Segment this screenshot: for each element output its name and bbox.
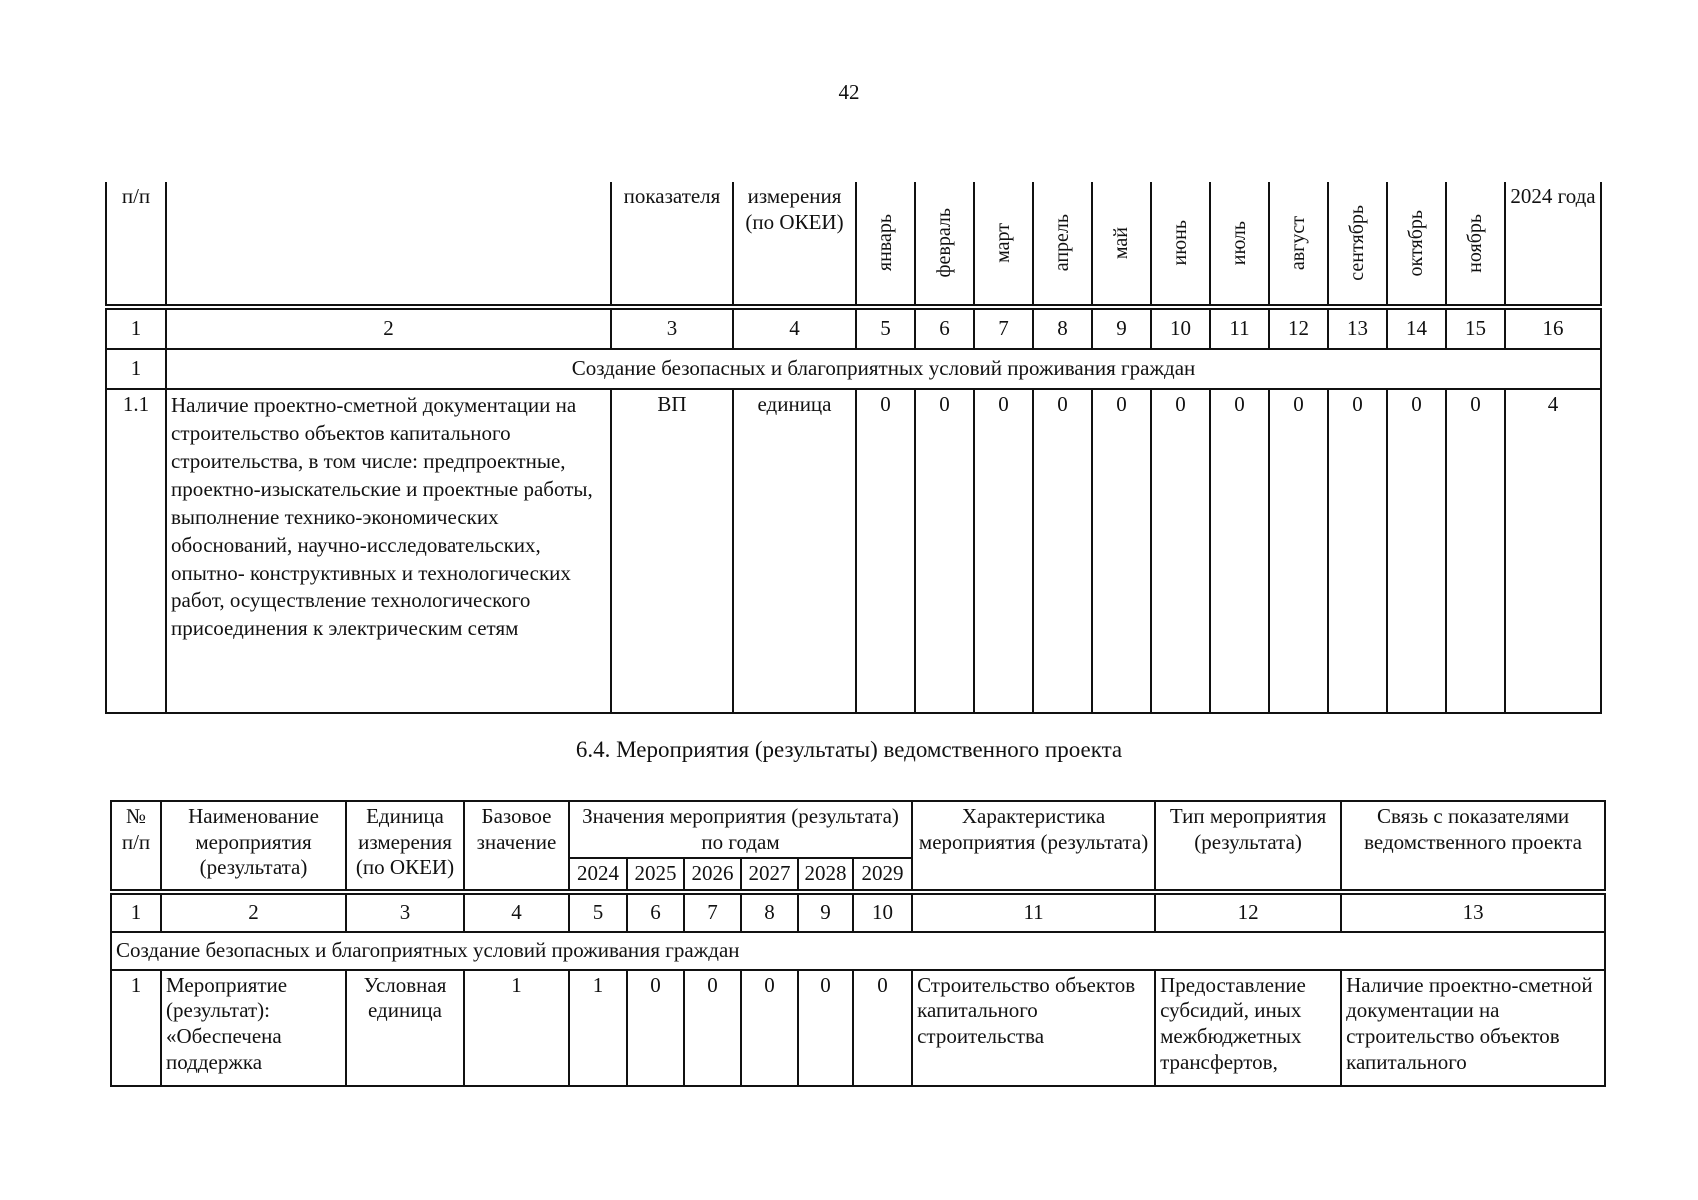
month-value: 0: [1210, 389, 1269, 713]
table-header-row: [106, 182, 1601, 305]
column-number: 5: [856, 309, 915, 349]
section-title: Создание безопасных и благоприятных условий проживания граждан: [111, 932, 1605, 970]
activity-characteristic: Строительство объектов капитального строительства: [912, 970, 1155, 1086]
column-number: 12: [1269, 309, 1328, 349]
column-number: 5: [569, 894, 627, 932]
section-number: 1: [106, 349, 166, 389]
month-value: 0: [856, 389, 915, 713]
header-values-group: Значения мероприятия (результата) по годам: [569, 801, 912, 858]
indicator-unit: единица: [733, 389, 856, 713]
activities-table: [110, 800, 1606, 1087]
column-number: 13: [1341, 894, 1605, 932]
activity-unit: Условная единица: [346, 970, 464, 1086]
column-number: 8: [741, 894, 798, 932]
header-col-type: Тип мероприятия (результата): [1155, 801, 1341, 890]
activity-type: Предоставление субсидий, иных межбюджетных трансфертов,: [1155, 970, 1341, 1086]
header-col-characteristic: Характеристика мероприятия (результата): [912, 801, 1155, 890]
column-number: 2: [166, 309, 611, 349]
column-number: 6: [915, 309, 974, 349]
header-col-indicator-level: показателя: [611, 182, 733, 305]
column-number: 4: [464, 894, 569, 932]
column-number: 14: [1387, 309, 1446, 349]
header-col-name: Наименование мероприятия (результата): [161, 801, 346, 890]
month-value: 0: [1446, 389, 1505, 713]
month-value: 0: [974, 389, 1033, 713]
month-value: 0: [1151, 389, 1210, 713]
month-value: 0: [1092, 389, 1151, 713]
column-number: 12: [1155, 894, 1341, 932]
section-heading: 6.4. Мероприятия (результаты) ведомственного проекта: [575, 737, 1123, 762]
indicator-type: ВП: [611, 389, 733, 713]
header-year: 2029: [853, 858, 912, 890]
header-month: октябрь: [1387, 182, 1446, 305]
column-number: 15: [1446, 309, 1505, 349]
column-number: 7: [974, 309, 1033, 349]
table-row: [111, 970, 1605, 1086]
year-total-value: 4: [1505, 389, 1601, 713]
column-number: 11: [912, 894, 1155, 932]
month-value: 0: [1269, 389, 1328, 713]
indicator-monthly-table: [105, 182, 1602, 714]
table-row: [106, 389, 1601, 713]
row-number: 1: [111, 970, 161, 1086]
section-row: [106, 349, 1601, 389]
year-value: 0: [853, 970, 912, 1086]
header-col-name: [166, 182, 611, 305]
year-value: 0: [741, 970, 798, 1086]
column-number: 6: [627, 894, 684, 932]
header-col-number: п/п: [106, 182, 166, 305]
row-number: 1.1: [106, 389, 166, 713]
header-year: 2024: [569, 858, 627, 890]
table-header-row: [111, 801, 1605, 858]
month-value: 0: [915, 389, 974, 713]
column-number: 10: [853, 894, 912, 932]
column-number: 7: [684, 894, 741, 932]
column-number: 1: [106, 309, 166, 349]
header-year: 2026: [684, 858, 741, 890]
column-number: 16: [1505, 309, 1601, 349]
column-number: 13: [1328, 309, 1387, 349]
header-col-base: Базовое значение: [464, 801, 569, 890]
column-number: 9: [1092, 309, 1151, 349]
month-value: 0: [1387, 389, 1446, 713]
header-col-year-total: 2024 года: [1505, 182, 1601, 305]
column-number: 10: [1151, 309, 1210, 349]
header-col-unit: измерения (по ОКЕИ): [733, 182, 856, 305]
column-number-row: [111, 894, 1605, 932]
header-month: август: [1269, 182, 1328, 305]
header-month: февраль: [915, 182, 974, 305]
column-number: 2: [161, 894, 346, 932]
column-number: 3: [611, 309, 733, 349]
header-month: май: [1092, 182, 1151, 305]
header-col-number: № п/п: [111, 801, 161, 890]
column-number: 1: [111, 894, 161, 932]
section-row: [111, 932, 1605, 970]
header-col-link: Связь с показателями ведомственного проекта: [1341, 801, 1605, 890]
header-year: 2027: [741, 858, 798, 890]
column-number: 9: [798, 894, 853, 932]
header-month: ноябрь: [1446, 182, 1505, 305]
header-month: июнь: [1151, 182, 1210, 305]
header-month: июль: [1210, 182, 1269, 305]
header-col-unit: Единица измерения (по ОКЕИ): [346, 801, 464, 890]
page-number: 42: [838, 80, 860, 104]
column-number: 11: [1210, 309, 1269, 349]
column-number: 4: [733, 309, 856, 349]
year-value: 0: [684, 970, 741, 1086]
activity-link: Наличие проектно-сметной документации на строительство объектов капитального: [1341, 970, 1605, 1086]
header-month: апрель: [1033, 182, 1092, 305]
month-value: 0: [1328, 389, 1387, 713]
activity-base-value: 1: [464, 970, 569, 1086]
year-value: 1: [569, 970, 627, 1086]
column-number: 3: [346, 894, 464, 932]
column-number: 8: [1033, 309, 1092, 349]
header-month: январь: [856, 182, 915, 305]
header-year: 2025: [627, 858, 684, 890]
year-value: 0: [798, 970, 853, 1086]
header-month: сентябрь: [1328, 182, 1387, 305]
header-month: март: [974, 182, 1033, 305]
activity-name: Мероприятие (результат): «Обеспечена поддержка: [161, 970, 346, 1086]
month-value: 0: [1033, 389, 1092, 713]
indicator-description: Наличие проектно-сметной документации на строительство объектов капитального строительства, в том числе: предпроектные, проектно-изыскательские и проектные работы, выполнение технико-экономических обоснований, научно-исследовательских, опытно- конструктивных и технологических работ, осуществление технологического присоединения к электрическим сетям: [166, 389, 611, 713]
header-year: 2028: [798, 858, 853, 890]
column-number-row: [106, 309, 1601, 349]
year-value: 0: [627, 970, 684, 1086]
section-title: Создание безопасных и благоприятных условий проживания граждан: [166, 349, 1601, 389]
